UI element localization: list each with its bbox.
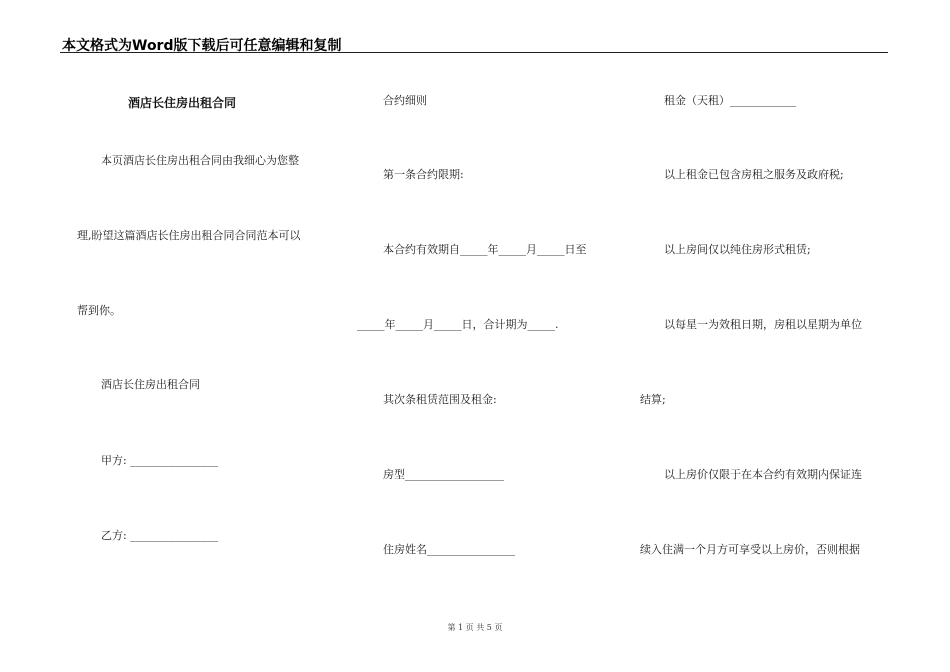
monthly-stay-line: 续入住满一个月方可享受以上房价，否则根据 [640,543,860,556]
settlement-line: 结算; [640,393,666,406]
validity-end-line: _____年_____月_____日，合计期为_____. [357,318,559,331]
party-a-line: 甲方: ________________ [101,454,219,467]
intro-line-3: 帮到你。 [77,304,121,317]
article-2-heading: 其次条租赁范围及租金: [383,393,497,406]
page-indicator: 第 1 页 共 5 页 [447,623,503,632]
contract-heading: 酒店长住房出租合同 [101,378,200,391]
article-1-heading: 第一条合约限期: [383,168,464,181]
page-header-title: 本文格式为Word版下载后可任意编辑和复制 [62,38,342,54]
terms-heading: 合约细则 [383,94,427,107]
intro-line-1: 本页酒店长住房出租合同由我细心为您整 [101,154,299,167]
intro-line-2: 理,盼望这篇酒店长住房出租合同合同范本可以 [77,229,301,242]
validity-start-line: 本合约有效期自_____年_____月_____日至 [383,243,587,256]
header-divider [60,52,888,53]
price-guarantee-line: 以上房价仅限于在本合约有效期内保证连 [664,468,862,481]
resident-name-line: 住房姓名________________ [383,543,515,556]
room-type-line: 房型__________________ [383,468,504,481]
rent-includes-line: 以上租金已包含房租之服务及政府税; [664,168,844,181]
residential-use-line: 以上房间仅以纯住房形式租赁; [664,243,811,256]
rent-line: 租金（天租）____________ [664,94,796,107]
party-b-line: 乙方: ________________ [101,529,219,542]
weekly-billing-line: 以每星一为效租日期，房租以星期为单位 [664,318,862,331]
document-title: 酒店长住房出租合同 [128,96,237,110]
